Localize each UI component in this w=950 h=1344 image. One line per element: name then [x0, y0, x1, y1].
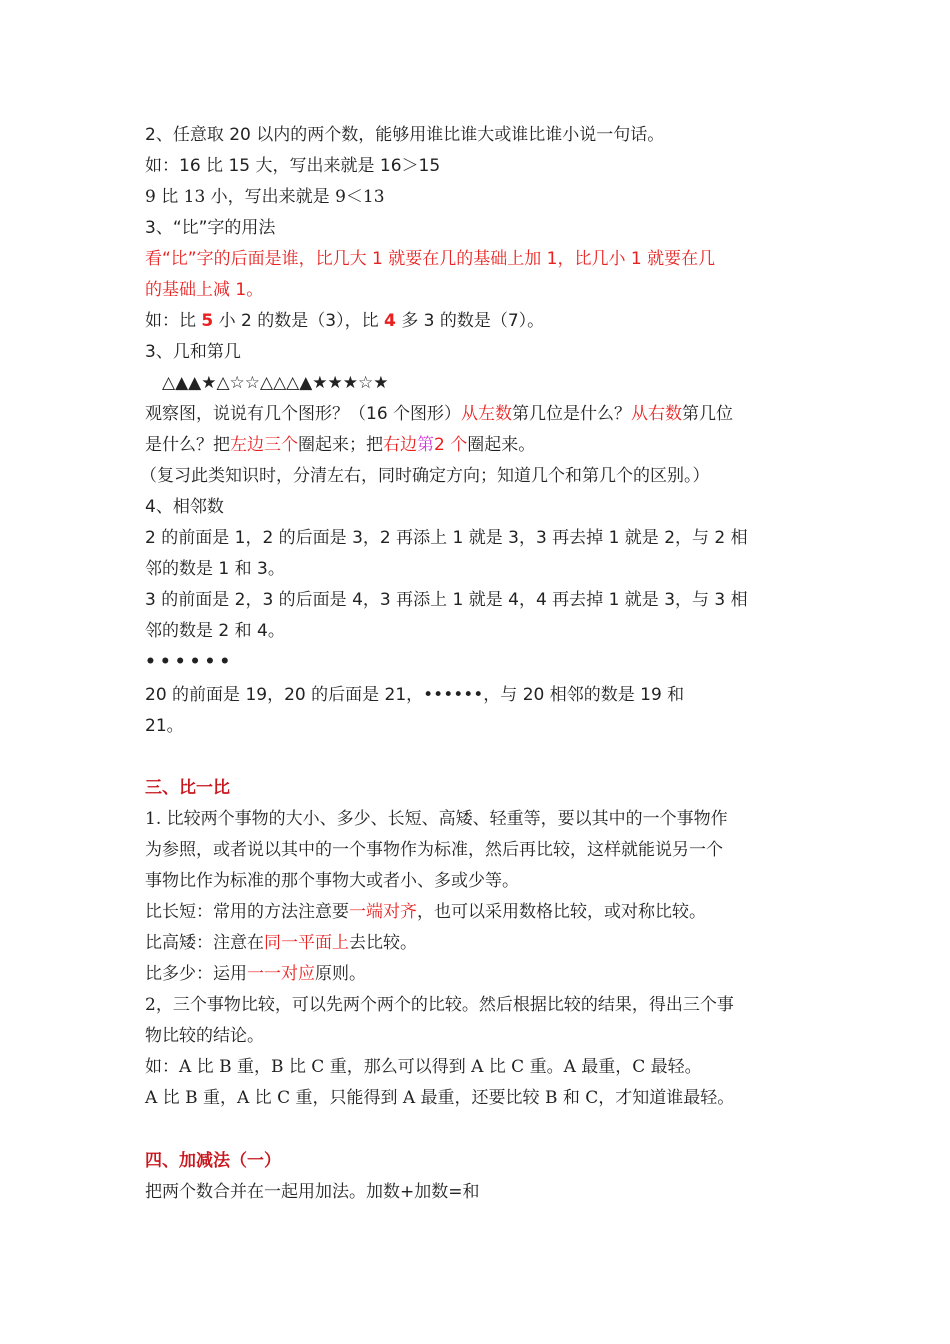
sec3-p1-line-1: 1. 比较两个事物的大小、多少、长短、高矮、轻重等，要以其中的一个事物作 — [145, 809, 728, 829]
len-text-c: ，也可以采用数格比较，或对称比较。 — [417, 902, 706, 922]
s3-rule-line-1: 看“比”字的后面是谁，比几大 1 就要在几的基础上加 1，比几小 1 就要在几 — [145, 249, 716, 269]
height-text-c: 去比较。 — [349, 933, 417, 953]
q1-from-left: 从左数 — [461, 404, 513, 424]
s2-example-2: 9 比 13 小，写出来就是 9＜13 — [145, 187, 385, 207]
sec3-p1-line-3: 事物比作为标准的那个事物大或者小、多或少等。 — [145, 871, 519, 891]
q1-text-a: 观察图，说说有几个图形？（16 个图形） — [145, 404, 462, 424]
q2-left-three: 左边三个 — [230, 435, 298, 455]
s2-example-1: 如：16 比 15 大，写出来就是 16＞15 — [145, 156, 441, 176]
s4-p1-line-2: 邻的数是 1 和 3。 — [145, 559, 285, 579]
s3b-note: （复习此类知识时，分清左右，同时确定方向；知道几个和第几个的区别。） — [140, 466, 710, 486]
qty-text-c: 原则。 — [315, 964, 366, 984]
sec3-compare-length — [145, 901, 825, 923]
len-highlight: 一端对齐 — [349, 902, 417, 922]
section-4-heading: 四、加减法（一） — [145, 1151, 281, 1171]
s3-rule-line-2: 的基础上减 1。 — [145, 280, 264, 300]
s4-p2-line-2: 邻的数是 2 和 4。 — [145, 621, 285, 641]
s4-p3-line-2: 21。 — [145, 716, 184, 736]
s3b-title: 3、几和第几 — [145, 342, 241, 362]
len-text-a: 比长短：常用的方法注意要 — [145, 902, 349, 922]
q1-text-c: 第几位是什么？ — [512, 404, 632, 424]
sec3-compare-quantity — [145, 963, 825, 985]
sec3-p2-line-1: 2，三个事物比较，可以先两个两个的比较。然后根据比较的结果，得出三个事 — [145, 995, 734, 1015]
q2-text-g: 圈起来。 — [467, 435, 536, 455]
q1-from-right: 从右数 — [631, 404, 683, 424]
s3-example-num-2: 4 — [384, 311, 396, 331]
q2-right-side: 右边 — [383, 435, 417, 455]
s3-example — [145, 310, 825, 332]
s4-p1-line-1: 2 的前面是 1，2 的后面是 3，2 再添上 1 就是 3，3 再去掉 1 就是 2，与 2 相 — [145, 528, 748, 548]
height-text-a: 比高矮：注意在 — [145, 933, 264, 953]
s4-title: 4、相邻数 — [145, 497, 224, 517]
sec3-p2-line-2: 物比较的结论。 — [145, 1026, 264, 1046]
sec4-p1: 把两个数合并在一起用加法。加数+加数=和 — [145, 1182, 480, 1202]
shape-sequence: △▲▲★△☆☆△△△▲★★★☆★ — [162, 373, 389, 393]
q1-text-e: 第几位 — [682, 404, 734, 424]
q2-text-a: 是什么？把 — [145, 435, 230, 455]
q2-ordinal: 第 — [417, 435, 434, 455]
s3b-question-1 — [145, 403, 825, 425]
height-highlight: 同一平面上 — [264, 933, 349, 953]
s3-example-part-3: 多 3 的数是（7）。 — [395, 311, 545, 331]
s4-p2-line-1: 3 的前面是 2，3 的后面是 4，3 再添上 1 就是 4，4 再去掉 1 就是 3，与 3 相 — [145, 590, 748, 610]
s3b-question-2 — [145, 434, 825, 456]
s4-p3-line-1: 20 的前面是 19，20 的后面是 21，••••••，与 20 相邻的数是 19 和 — [145, 685, 685, 705]
section-3-heading: 三、比一比 — [145, 778, 230, 798]
s3-title: 3、“比”字的用法 — [145, 218, 276, 238]
sec3-p1-line-2: 为参照，或者说以其中的一个事物作为标准，然后再比较，这样就能说另一个 — [145, 840, 723, 860]
s3-example-part-1: 如：比 — [145, 311, 202, 331]
q2-second: 2 个 — [434, 435, 468, 455]
q2-text-c: 圈起来；把 — [298, 435, 383, 455]
s4-ellipsis: •••••• — [145, 652, 235, 672]
s3-example-part-2: 小 2 的数是（3），比 — [213, 311, 384, 331]
qty-highlight: 一一对应 — [247, 964, 315, 984]
s3-example-num-1: 5 — [201, 311, 214, 331]
qty-text-a: 比多少：运用 — [145, 964, 247, 984]
sec3-compare-height — [145, 932, 825, 954]
sec3-example-1: 如：A 比 B 重，B 比 C 重，那么可以得到 A 比 C 重。A 最重，C 最轻。 — [145, 1057, 702, 1077]
sec3-example-2: A 比 B 重，A 比 C 重，只能得到 A 最重，还要比较 B 和 C，才知道谁最轻。 — [145, 1088, 735, 1108]
s2-title: 2、任意取 20 以内的两个数，能够用谁比谁大或谁比谁小说一句话。 — [145, 125, 665, 145]
